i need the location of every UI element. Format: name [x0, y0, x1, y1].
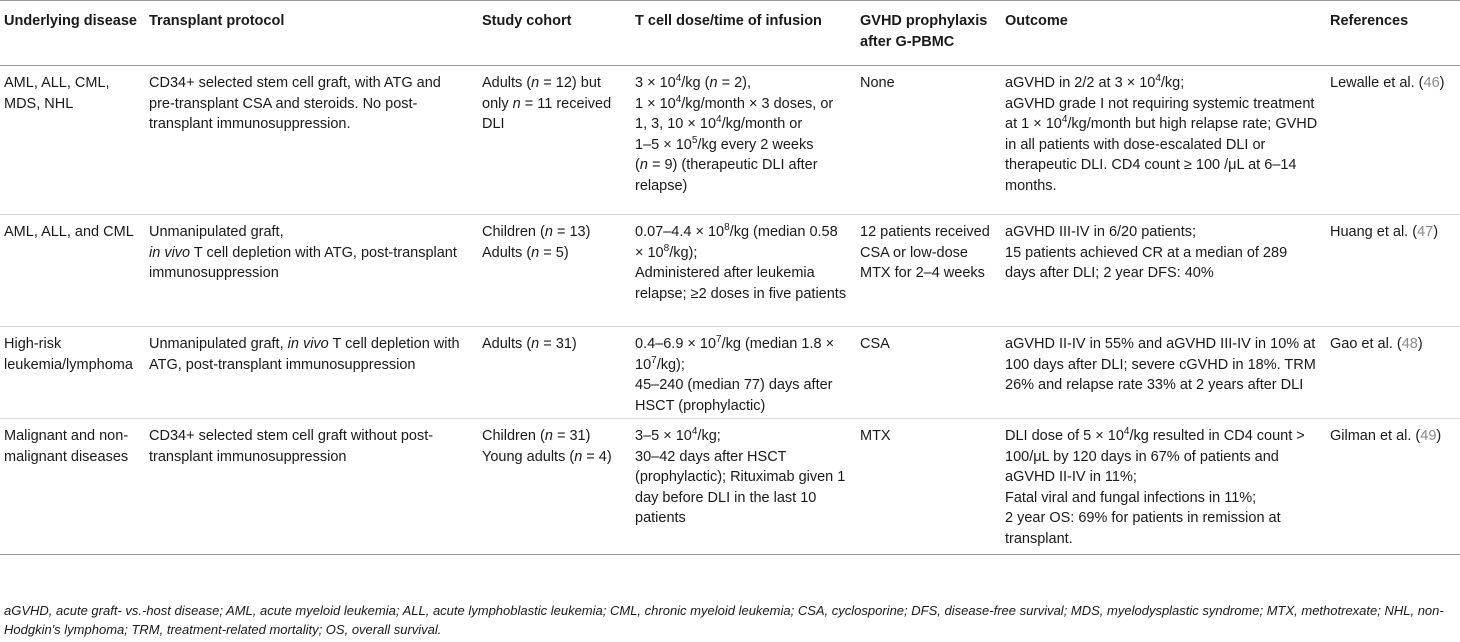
cell-protocol: CD34+ selected stem cell graft without post-transplant immunosuppression — [149, 428, 434, 465]
cell-cohort: Children (n = 31) Young adults (n = 4) — [482, 428, 612, 465]
cell-gvhd: 12 patients received CSA or low-dose MTX for 2–4 weeks — [860, 224, 990, 281]
cell-protocol: CD34+ selected stem cell graft, with ATG and pre-transplant CSA and steroids. No post-transplant immunosuppression. — [149, 75, 441, 132]
cell-dose: $3-5 \times 10^4/kg$; 30–42 days after HSCT (prophylactic); Rituximab given 1 day before DLI in the last 10 patients — [635, 426, 846, 526]
header-disease: Underlying disease — [4, 13, 137, 29]
cell-disease: AML, ALL, and CML — [4, 224, 134, 240]
header-dose: T cell dose/time of infusion — [635, 13, 822, 29]
cell-cohort: Adults (n = 12) but only n = 11 received DLI — [482, 75, 612, 132]
cell-outcome: aGVHD in 2/2 at $3 \times 10^4/kg$; aGVHD grade I not requiring systemic treatment at $1 \times 10^4/kg$/month but high relapse rate; GVHD in all patients with dose-escalated DLI or therapeutic DLI. CD4 count ≥ 100 /μL at 6–14 months. — [1005, 73, 1318, 194]
cell-gvhd: MTX — [860, 428, 891, 444]
table-row — [0, 419, 1460, 555]
table-footnote: aGVHD, acute graft- vs.-host disease; AML, acute myeloid leukemia; ALL, acute lymphoblastic leukemia; CML, chronic myeloid leukemia; CSA, cyclosporine; DFS, disease-free survival; MDS, myelodysplastic syndrome; MTX, methotrexate; NHL, non-Hodgkin's lymphoma; TRM, treatment-related mortality; OS, overall survival. — [4, 603, 1444, 637]
cell-disease: AML, ALL, CML, MDS, NHL — [4, 75, 110, 112]
table-row — [0, 327, 1460, 419]
cell-outcome: aGVHD II-IV in 55% and aGVHD III-IV in 10% at 100 days after DLI; severe cGVHD in 18%. TRM 26% and relapse rate 33% at 2 years after DLI — [1005, 336, 1316, 393]
cell-protocol: Unmanipulated graft, in vivo T cell depletion with ATG, post-transplant immunosuppression — [149, 224, 457, 281]
cell-cohort: Adults (n = 31) — [482, 336, 577, 352]
cell-reference: Gilman et al. (49) — [1330, 428, 1442, 444]
header-protocol: Transplant protocol — [149, 13, 285, 29]
table-row — [0, 215, 1460, 327]
table-row — [0, 66, 1460, 215]
cell-dose: $0.07-4.4 \times 10^8/kg$ (median $0.58 \times 10^8/kg$); Administered after leukemia relapse; ≥2 doses in five patients — [635, 222, 847, 302]
cell-reference: Huang et al. (47) — [1330, 224, 1439, 240]
cell-gvhd: CSA — [860, 336, 890, 352]
header-row — [0, 1, 1460, 66]
cell-outcome: DLI dose of $5 \times 10^4/kg$ resulted in CD4 count > 100/μL by 120 days in 67% of patients and aGVHD II-IV in 11%; Fatal viral and fungal infections in 11%; 2 year OS: 69% for patients in remission at transplant. — [1005, 426, 1305, 547]
reference-link[interactable]: 49 — [1420, 428, 1437, 444]
cell-outcome: aGVHD III-IV in 6/20 patients; 15 patients achieved CR at a median of 289 days after DLI; 2 year DFS: 40% — [1005, 224, 1288, 281]
cell-reference: Lewalle et al. (46) — [1330, 75, 1445, 91]
cell-disease: Malignant and non-malignant diseases — [4, 428, 129, 465]
reference-link[interactable]: 46 — [1423, 75, 1440, 91]
cell-dose: $0.4-6.9 \times 10^7/kg$ (median $1.8 \times 10^7/kg$); 45–240 (median 77) days after HSCT (prophylactic) — [635, 334, 835, 414]
header-references: References — [1330, 13, 1409, 29]
cell-dose: $3 \times 10^4/kg$ (n = 2), $1 \times 10^4/kg$/month × 3 doses, or 1, 3, $10 \times 10^4/kg$/month or $1-5 \times 10^5/kg$ every 2 weeks (n = 9) (therapeutic DLI after relapse) — [635, 73, 834, 194]
reference-link[interactable]: 47 — [1417, 224, 1434, 240]
header-outcome: Outcome — [1005, 13, 1068, 29]
reference-link[interactable]: 48 — [1401, 336, 1418, 352]
cell-disease: High-risk leukemia/lymphoma — [4, 336, 133, 373]
cell-protocol: Unmanipulated graft, in vivo T cell depletion with ATG, post-transplant immunosuppression — [149, 336, 460, 373]
cell-reference: Gao et al. (48) — [1330, 336, 1423, 352]
cell-gvhd: None — [860, 75, 895, 91]
header-cohort: Study cohort — [482, 13, 572, 29]
cell-cohort: Children (n = 13) Adults (n = 5) — [482, 224, 591, 261]
header-gvhd: GVHD prophylaxis after G-PBMC — [860, 13, 988, 50]
